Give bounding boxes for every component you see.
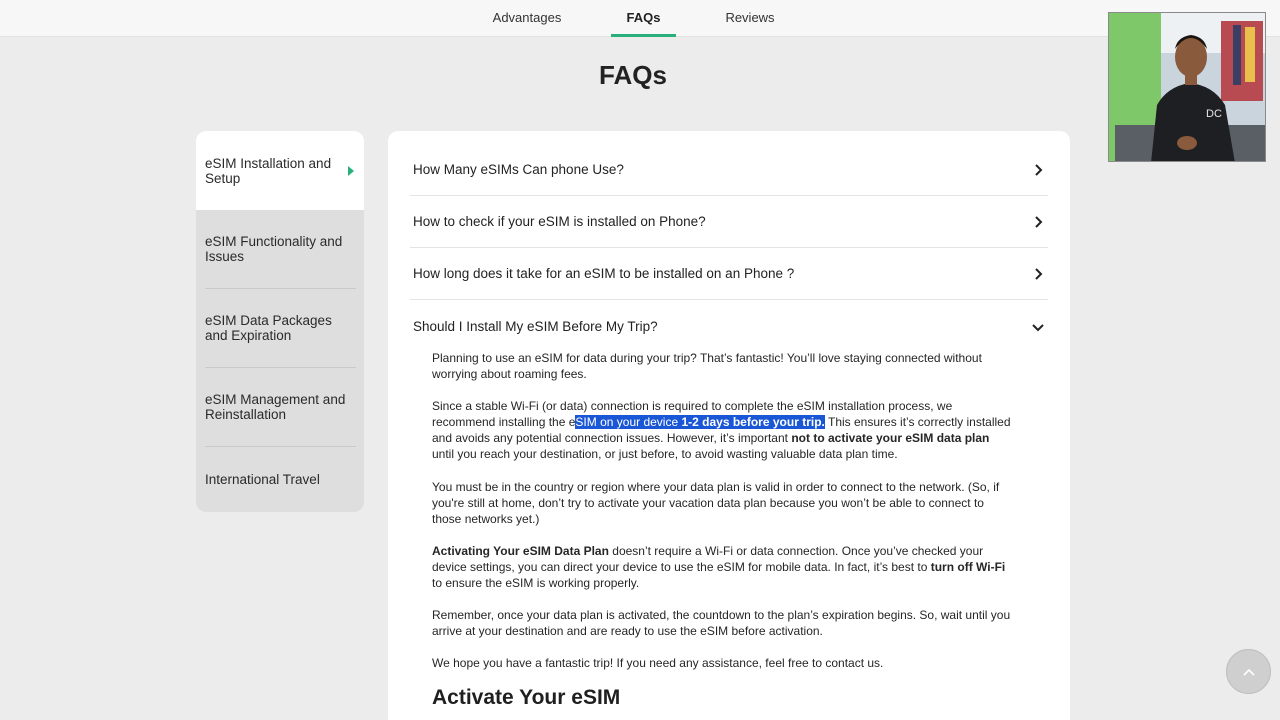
answer-paragraph — [432, 543, 1014, 591]
chevron-right-icon — [1032, 164, 1044, 176]
section-heading: Activate Your eSIM — [432, 686, 621, 709]
chevron-up-icon — [1242, 665, 1256, 679]
chevron-down-icon — [1032, 321, 1044, 333]
sidebar-item-label: International Travel — [205, 472, 320, 487]
answer-paragraph: You must be in the country or region where your data plan is valid in order to connect to the network. (So, if you're still at home, don’t try to activate your vacation data plan because you won’t be able to connect to those networks yet.) — [432, 480, 1000, 526]
answer-bold-text: turn off Wi-Fi — [930, 560, 1006, 574]
answer-paragraph — [432, 398, 1014, 462]
section-nav — [0, 0, 1280, 37]
faq-question-row[interactable] — [410, 144, 1048, 196]
sidebar-item-international-travel[interactable] — [196, 447, 364, 512]
answer-paragraph: Remember, once your data plan is activated, the countdown to the plan’s expiration begins. So, wait until you arrive at your destination and are ready to use the eSIM before activation. — [432, 608, 1011, 638]
answer-text: doesn’t require a Wi-Fi or data connection. Once you’ve checked your device settings, you can direct your device to use the eSIM for mobile data. In fact, it’s best to — [432, 544, 984, 574]
sidebar-item-label: eSIM Installation and Setup — [205, 156, 332, 186]
tab-faqs[interactable]: FAQs — [611, 0, 676, 37]
faq-question-text: How Many eSIMs Can phone Use? — [413, 162, 624, 177]
faq-panel — [388, 131, 1070, 720]
faq-question-row[interactable] — [410, 196, 1048, 248]
faq-category-sidebar — [196, 131, 364, 512]
selected-text — [575, 415, 824, 429]
faq-question-row-expanded[interactable] — [410, 301, 1048, 353]
faq-question-text: How long does it take for an eSIM to be installed on an Phone ? — [413, 266, 795, 281]
webcam-overlay — [1108, 12, 1266, 162]
svg-text:DC: DC — [1206, 108, 1222, 120]
scroll-to-top-button[interactable] — [1226, 649, 1271, 694]
faq-question-text: Should I Install My eSIM Before My Trip? — [413, 319, 658, 334]
sidebar-item-functionality-issues[interactable] — [196, 210, 364, 289]
answer-paragraph: We hope you have a fantastic trip! If you need any assistance, feel free to contact us. — [432, 656, 884, 670]
webcam-video-frame — [1109, 13, 1266, 162]
caret-right-icon — [348, 166, 354, 176]
sidebar-item-data-packages[interactable] — [196, 289, 364, 368]
answer-text: Since a stable Wi-Fi (or data) connection is required to complete the eSIM installation process, we recommend installing the e — [432, 399, 953, 429]
tab-reviews[interactable]: Reviews — [725, 10, 775, 25]
answer-bold-text: . — [821, 415, 825, 429]
answer-text: SIM on your device — [575, 415, 682, 429]
sidebar-item-installation-setup[interactable] — [196, 131, 364, 210]
tab-advantages[interactable]: Advantages — [492, 10, 562, 25]
faq-question-text: How to check if your eSIM is installed on Phone? — [413, 214, 706, 229]
answer-paragraph: Planning to use an eSIM for data during your trip? That’s fantastic! You’ll love staying connected without worrying about roaming fees. — [432, 351, 982, 381]
sidebar-item-label: eSIM Management and Reinstallation — [205, 392, 346, 422]
answer-text: until you reach your destination, or just before, to avoid wasting valuable data plan time. — [432, 447, 898, 461]
sidebar-item-management[interactable] — [196, 368, 364, 447]
answer-bold-text: 1-2 days before your trip — [681, 415, 822, 429]
faq-question-row[interactable] — [410, 248, 1048, 300]
page-title: FAQs — [599, 60, 667, 90]
answer-text: to ensure the eSIM is working properly. — [432, 576, 640, 590]
chevron-right-icon — [1032, 216, 1044, 228]
answer-bold-text: Activating Your eSIM Data Plan — [432, 544, 609, 558]
sidebar-item-label: eSIM Data Packages and Expiration — [205, 313, 332, 343]
chevron-right-icon — [1032, 268, 1044, 280]
answer-text: This ensures it’s correctly installed and avoids any potential connection issues. However, it’s important — [432, 415, 1011, 445]
answer-bold-text: not to activate your eSIM data plan — [791, 431, 990, 445]
sidebar-item-label: eSIM Functionality and Issues — [205, 234, 343, 264]
